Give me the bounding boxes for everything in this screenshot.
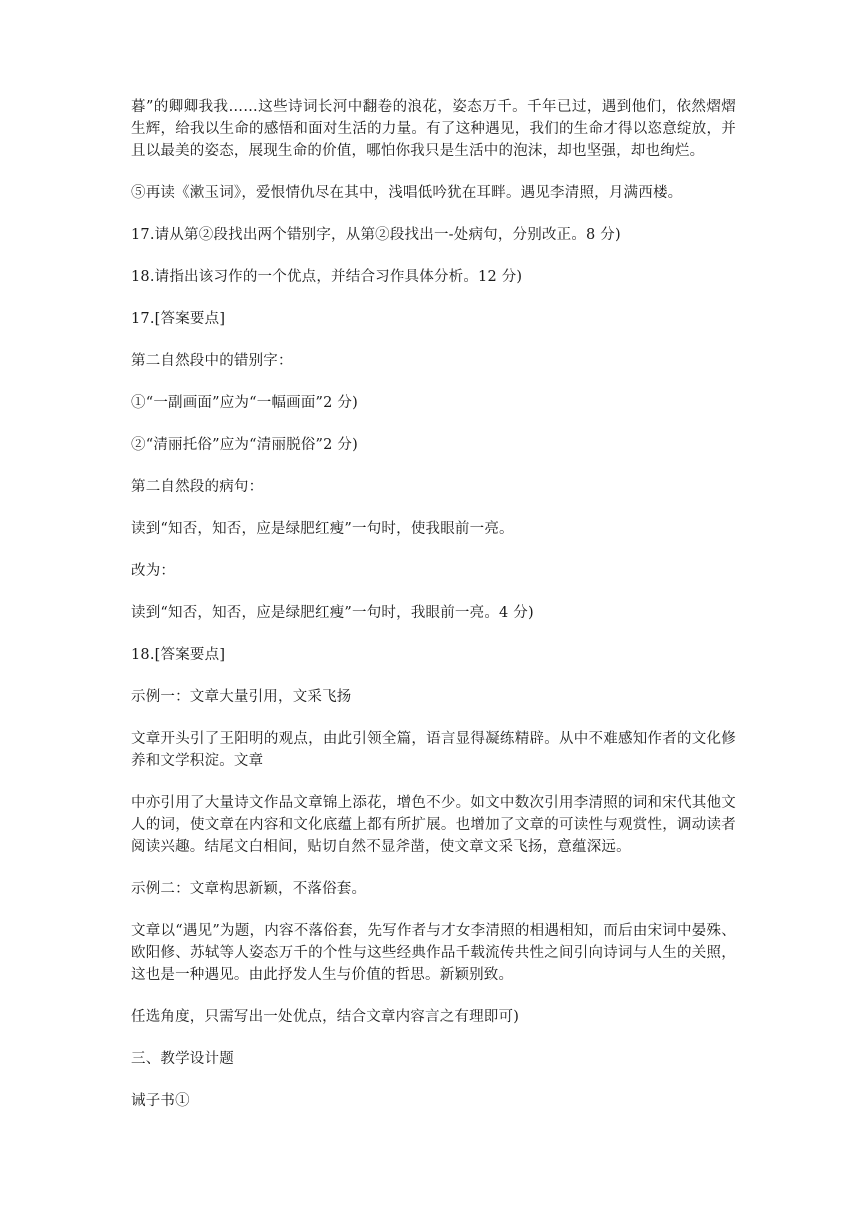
heading-section-3: 三、教学设计题 [131,1051,234,1067]
paragraph-faulty-sentence: 读到“知否，知否，应是绿肥红瘦”一句时，使我眼前一亮。 [131,521,514,537]
paragraph-essay-para4-end: 暮”的卿卿我我……这些诗词长河中翻卷的浪花，姿态万千。千年已过，遇到他们，依然熠熠生辉，给我以生命的感悟和面对生活的力量。有了这种遇见，我们的生命才得以恣意绽放，并且以最美的姿态，展现生命的价值，哪怕你我只是生活中的泡沫，却也坚强，却也绚烂。 [131,99,736,159]
paragraph-typos-label: 第二自然段中的错别字： [131,353,293,369]
paragraph-correction-label: 改为： [131,563,176,579]
paragraph-typo-1: ①“一副画面”应为“一幅画面”2 分) [131,395,358,411]
paragraph-question-18: 18.请指出该习作的一个优点，并结合习作具体分析。12 分) [131,269,523,285]
paragraph-scoring-note: 任选角度，只需写出一处优点，结合文章内容言之有理即可) [131,1009,520,1025]
paragraph-example-2-body: 文章以“遇见”为题，内容不落俗套，先写作者与才女李清照的相遇相知，而后由宋词中晏殊、欧阳修、苏轼等人姿态万千的个性与这些经典作品千载流传共性之间引向诗词与人生的关照，这也是一种遇见。由此抒发人生与价值的哲思。新颖别致。 [131,923,736,983]
paragraph-example-1-title: 示例一：文章大量引用，文采飞扬 [131,689,352,705]
heading-answer-17: 17.[答案要点] [131,311,226,327]
paragraph-example-1-body-b: 中亦引用了大量诗文作品文章锦上添花，增色不少。如文中数次引用李清照的词和宋代其他文人的词，使文章在内容和文化底蕴上都有所扩展。也增加了文章的可读性与观赏性，调动读者阅读兴趣。结尾文白相间，贴切自然不显斧凿，使文章文采飞扬，意蕴深远。 [131,795,736,855]
paragraph-essay-para5: ⑤再读《漱玉词》，爱恨情仇尽在其中，浅唱低吟犹在耳畔。遇见李清照，月满西楼。 [131,185,683,201]
paragraph-example-2-title: 示例二：文章构思新颖，不落俗套。 [131,881,367,897]
paragraph-corrected-sentence: 读到“知否，知否，应是绿肥红瘦”一句时，我眼前一亮。4 分) [131,605,534,621]
paragraph-example-1-body-a: 文章开头引了王阳明的观点，由此引领全篇，语言显得凝练精辟。从中不难感知作者的文化修养和文学积淀。文章 [131,731,736,769]
heading-answer-18: 18.[答案要点] [131,647,226,663]
heading-jiezishu: 诫子书① [131,1093,190,1109]
paragraph-faulty-sentence-label: 第二自然段的病句： [131,479,264,495]
paragraph-question-17: 17.请从第②段找出两个错别字，从第②段找出一-处病句，分别改正。8 分) [131,227,621,243]
paragraph-typo-2: ②“清丽托俗”应为“清丽脱俗”2 分) [131,437,358,453]
document-page [131,96,736,1132]
